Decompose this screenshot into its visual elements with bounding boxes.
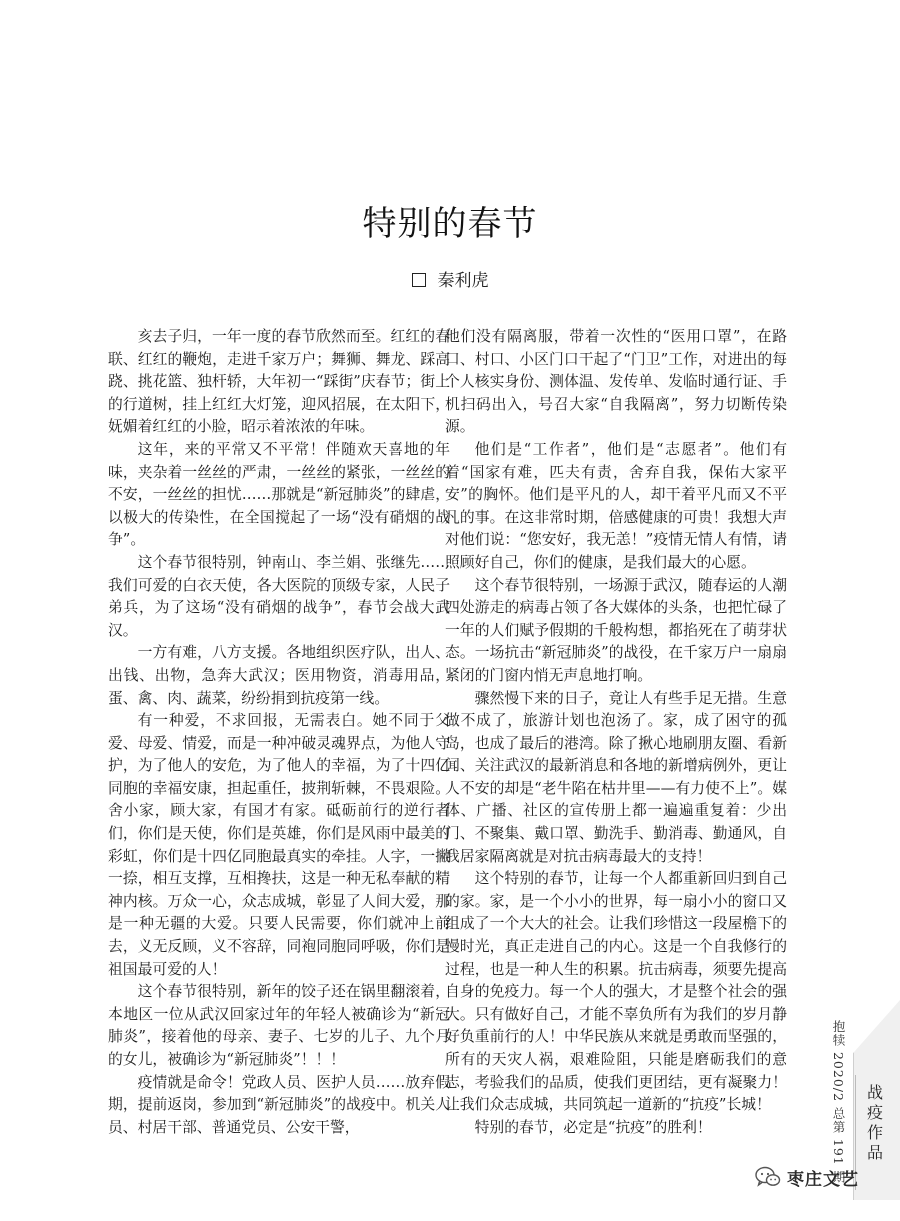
section-label: 战疫作品 [866, 1083, 883, 1162]
right-column [445, 326, 787, 1139]
wechat-watermark [755, 1163, 859, 1191]
paragraph: 骤然慢下来的日子，竟让人有些手足无措。生意做不成了，旅游计划也泡汤了。家，成了困守的孤岛，也成了最后的港湾。除了揪心地刷朋友圈、看新闻、关注武汉的最新消息和各地的新增病例外，更让人不安的却是“老牛陷在枯井里——有力使不上”。媒体、广播、社区的宣传册上都一遍遍重复着：少出门、不聚集、戴口罩、勤洗手、勤消毒、勤通风，自我居家隔离就是对抗击病毒最大的支持！ [445, 689, 787, 865]
article-title: 特别的春节 [362, 204, 538, 244]
paragraph: 特别的春节，必定是“抗疫”的胜利！ [474, 1118, 712, 1136]
paragraph: 这个春节很特别，一场源于武汉，随春运的人潮四处游走的病毒占领了各大媒体的头条，也把忙碌了一年的人们赋予假期的千般构想，都掐死在了萌芽状态。一场抗击“新冠肺炎”的战役，在千家万户一扇扇紧闭的门窗内悄无声息地打响。 [445, 576, 787, 684]
paragraph: 这年，来的平常又不平常！伴随欢天喜地的年味，夹杂着一丝丝的严肃，一丝丝的紧张，一丝丝的不安，一丝丝的担忧……那就是“新冠肺炎”的肆虐，以极大的传染性，在全国搅起了一场“没有硝烟的战争”。 [108, 440, 450, 549]
paragraph: 这个春节很特别，新年的饺子还在锅里翻滚着，本地区一位从武汉回家过年的年轻人被确诊为“新冠肺炎”，接着他的母亲、妻子、七岁的儿子、九个月的女儿，被确诊为“新冠肺炎”！！！ [108, 983, 450, 1068]
paragraph: 他们是“工作者”，他们是“志愿者”。他们有着“国家有难，匹夫有责，舍弃自我，保佑大家平安”的胸怀。他们是平凡的人，却干着平凡而又不平凡的事。在这非常时期，倍感健康的可贵！我想大声对他们说：“您安好，我无恙！”疫情无情人有情，请照顾好自己，你们的健康，是我们最大的心愿。 [445, 440, 787, 571]
paragraph: 一方有难，八方支援。各地组织医疗队，出人、出钱、出物，急奔大武汉；医用物资，消毒用品，蛋、禽、肉、蔬菜，纷纷捐到抗疫第一线。 [108, 644, 450, 707]
paragraph: 这个特别的春节，让每一个人都重新回归到自己的家。家，是一个小小的世界，每一扇小小的窗口又组成了一个大大的社会。让我们珍惜这一段屋檐下的慢时光，真正走进自己的内心。这是一个自我修行的过程，也是一种人生的积累。抗击病毒，须要先提高自身的免疫力。每一个人的强大，才是整个社会的强大。只有做好自己，才能不辜负所有为我们的岁月静好负重前行的人！中华民族从来就是勇敢而坚强的，所有的天灾人祸，艰难险阻，只能是磨砺我们的意志，考验我们的品质，使我们更团结，更有凝聚力！让我们众志成城，共同筑起一道新的“抗疫”长城！ [445, 870, 787, 1114]
paragraph: 有一种爱，不求回报，无需表白。她不同于父爱、母爱、情爱，而是一种冲破灵魂界点，为他人守护，为了他人的安危，为了他人的幸福，为了十四亿同胞的幸福安康，担起重任，披荆斩棘，不畏艰险。舍小家，顾大家，有国才有家。砥砺前行的逆行者们，你们是天使，你们是英雄，你们是风雨中最美的彩虹，你们是十四亿同胞最真实的牵挂。人字，一撇一捺，相互支撑，互相搀扶，这是一种无私奉献的精神内核。万众一心，众志成城，彰显了人间大爱，那是一种无疆的大爱。只要人民需要，你们就冲上前去，义无反顾，义不容辞，同袍同胞同呼吸，你们是祖国最可爱的人！ [108, 712, 450, 978]
paragraph: 亥去子归，一年一度的春节欣然而至。红红的春联、红红的鞭炮，走进千家万户；舞狮、舞龙、踩高跷、挑花篮、独杆轿，大年初一“踩街”庆春节；街上的行道树，挂上红红大灯笼，迎风招展，在太阳下，妩媚着红红的小脸，昭示着浓浓的年味。 [108, 328, 450, 436]
wechat-icon [755, 1166, 781, 1188]
paragraph-continuation: 他们没有隔离服，带着一次性的“医用口罩”，在路口、村口、小区门口干起了“门卫”工作，对进出的每个人核实身份、测体温、发传单、发临时通行证、手机扫码出入，号召大家“自我隔离”，努力切断传染源。 [445, 328, 787, 436]
account-name: 枣庄文艺 [787, 1169, 859, 1190]
paragraph: 疫情就是命令！党政人员、医护人员……放弃假期，提前返岗，参加到“新冠肺炎”的战疫中。机关人员、村居干部、普通党员、公安干警， [108, 1073, 450, 1136]
author-name: 秦利虎 [437, 271, 489, 291]
journal-info: 抱犊 2020/2 总第 191 期 [831, 1020, 846, 1185]
section-tab-corner [847, 1000, 900, 1060]
author-line [0, 266, 900, 291]
left-column [108, 326, 450, 1139]
paragraph: 这个春节很特别，钟南山、李兰娟、张继先……我们可爱的白衣天使，各大医院的顶级专家，人民子弟兵，为了这场“没有硝烟的战争”，春节会战大武汉。 [108, 553, 450, 639]
square-icon [412, 273, 426, 287]
